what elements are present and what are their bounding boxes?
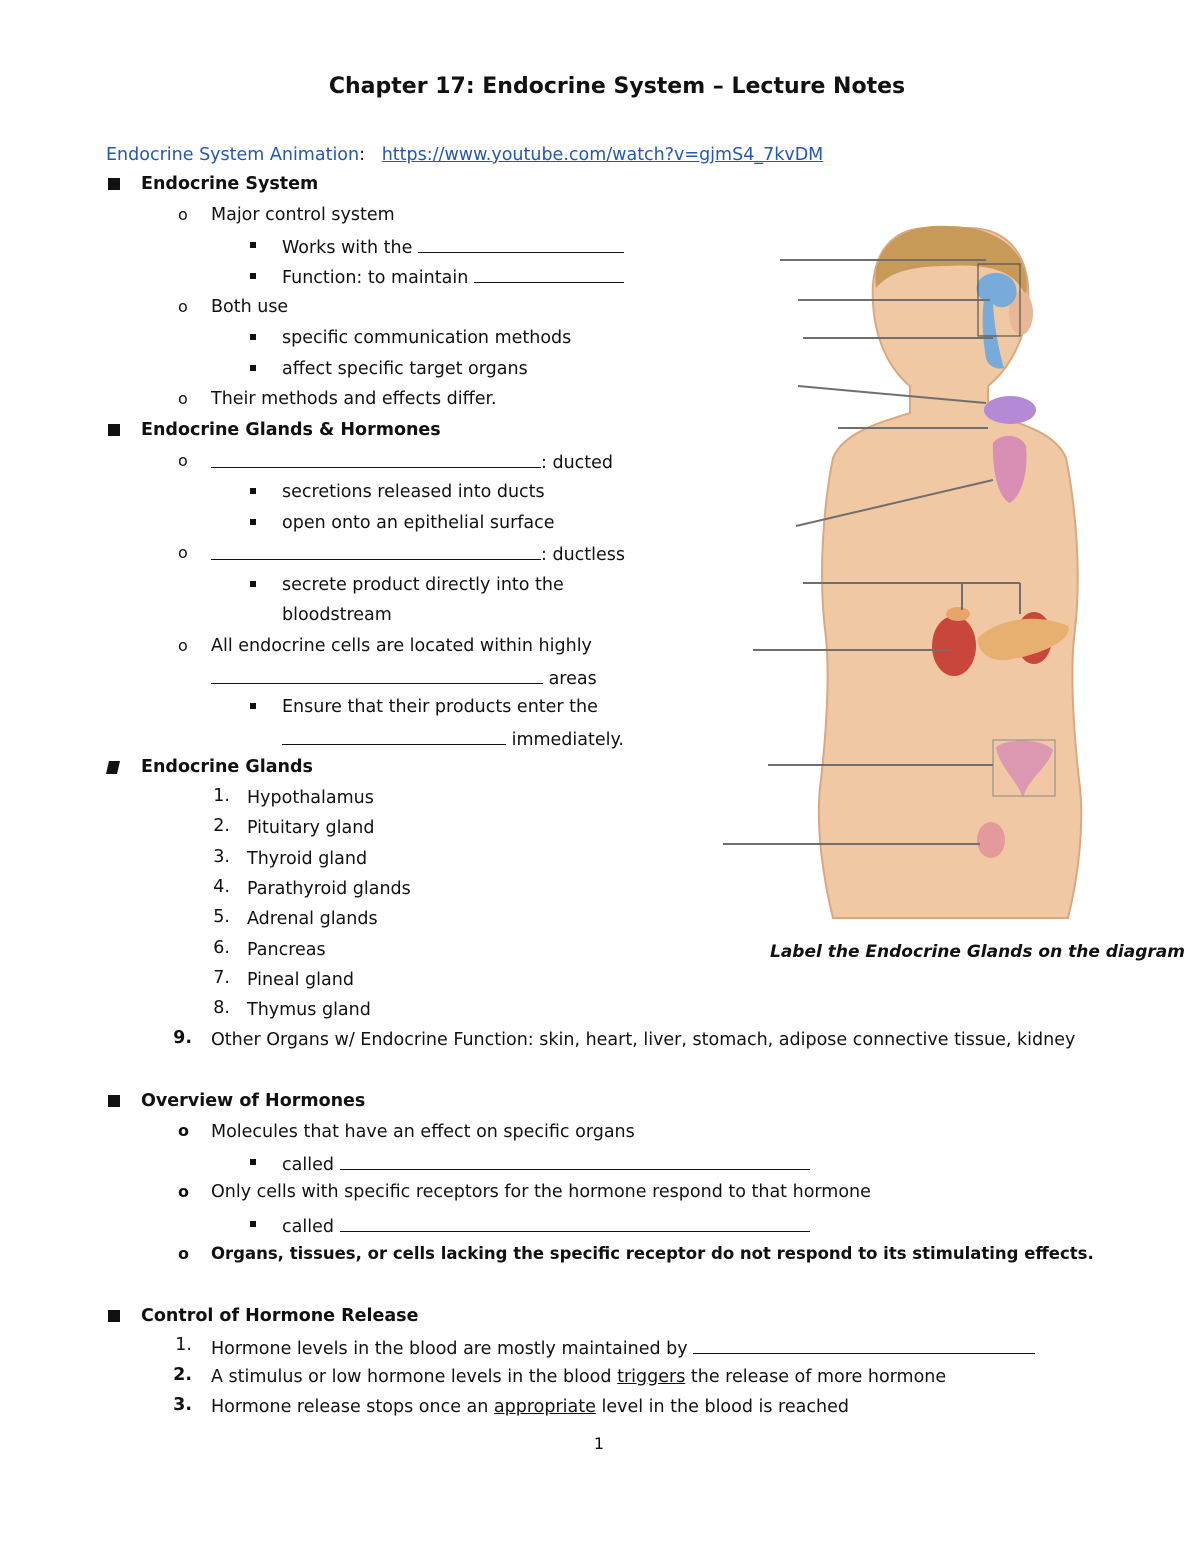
list-number: 1. xyxy=(175,1335,192,1355)
square-bullet-icon xyxy=(250,581,256,587)
square-bullet-icon xyxy=(250,334,256,340)
text-ductless: : ductless xyxy=(211,541,625,567)
circle-bullet-icon: o xyxy=(178,1244,189,1263)
animation-link-row xyxy=(106,143,823,167)
text-all-cells: All endocrine cells are located within highly xyxy=(211,636,592,656)
section-bullet-icon xyxy=(108,1310,120,1322)
text-secrete-product: secrete product directly into the xyxy=(282,575,564,595)
left-kidney xyxy=(932,616,976,676)
section-heading-control: Control of Hormone Release xyxy=(141,1306,419,1326)
list-number: 8. xyxy=(213,998,230,1018)
animation-url-link[interactable]: https://www.youtube.com/watch?v=gjmS4_7kvDM xyxy=(381,145,824,165)
text-function: Function: to maintain xyxy=(282,264,624,290)
text-both-use: Both use xyxy=(211,297,289,317)
fill-blank[interactable] xyxy=(418,234,624,253)
text-control-item-3: Hormone release stops once an appropriate level in the blood is reached xyxy=(211,1397,849,1417)
testes xyxy=(977,822,1005,858)
circle-bullet-icon: o xyxy=(178,1182,189,1201)
list-number: 2. xyxy=(213,816,230,836)
thyroid-gland xyxy=(984,396,1036,424)
square-bullet-icon xyxy=(250,703,256,709)
text-immediately: immediately. xyxy=(282,726,624,752)
text-control-item-2: A stimulus or low hormone levels in the blood triggers the release of more hormone xyxy=(211,1367,947,1387)
text-works-with: Works with the xyxy=(282,234,624,260)
square-bullet-icon xyxy=(250,365,256,371)
text-molecules: Molecules that have an effect on specific organs xyxy=(211,1122,635,1142)
text-other-organs: Other Organs w/ Endocrine Function: skin, heart, liver, stomach, adipose connective tissue, kidney xyxy=(211,1030,1076,1050)
text-specific-comm: specific communication methods xyxy=(282,328,572,348)
gland-list-item: Adrenal glands xyxy=(247,909,378,929)
circle-bullet-icon: o xyxy=(178,636,188,655)
text-bloodstream: bloodstream xyxy=(282,605,392,625)
text-called-2: called xyxy=(282,1213,810,1239)
text-ducted: : ducted xyxy=(211,449,613,475)
gland-list-item: Pancreas xyxy=(247,940,326,960)
fill-blank[interactable] xyxy=(282,726,506,745)
section-heading-glands-list: Endocrine Glands xyxy=(141,757,313,777)
square-bullet-icon xyxy=(250,519,256,525)
endocrine-diagram xyxy=(648,218,1200,930)
circle-bullet-icon: o xyxy=(178,1121,189,1140)
text-ensure: Ensure that their products enter the xyxy=(282,697,598,717)
gland-list-item: Pineal gland xyxy=(247,970,354,990)
text-only-cells: Only cells with specific receptors for the hormone respond to that hormone xyxy=(211,1182,871,1202)
fill-blank[interactable] xyxy=(340,1213,810,1232)
text-control-item-1: Hormone levels in the blood are mostly maintained by xyxy=(211,1335,1035,1361)
list-number: 7. xyxy=(213,968,230,988)
diagram-caption: Label the Endocrine Glands on the diagram xyxy=(770,942,1185,962)
fill-blank[interactable] xyxy=(693,1335,1035,1354)
animation-colon: : xyxy=(359,145,366,165)
fill-blank[interactable] xyxy=(340,1151,810,1170)
circle-bullet-icon: o xyxy=(178,205,188,224)
text-areas: areas xyxy=(211,665,597,691)
square-bullet-icon xyxy=(250,1159,256,1165)
square-bullet-icon xyxy=(250,242,256,248)
page-title: Chapter 17: Endocrine System – Lecture Notes xyxy=(328,74,906,99)
circle-bullet-icon: o xyxy=(178,389,188,408)
text-affect-specific: affect specific target organs xyxy=(282,359,528,379)
page-number: 1 xyxy=(593,1434,605,1453)
section-heading-overview: Overview of Hormones xyxy=(141,1091,366,1111)
list-number: 5. xyxy=(213,907,230,927)
text-open-onto: open onto an epithelial surface xyxy=(282,513,555,533)
square-bullet-icon xyxy=(250,1221,256,1227)
gland-list-item: Hypothalamus xyxy=(247,788,374,808)
gland-list-item: Thyroid gland xyxy=(247,849,368,869)
section-bullet-icon xyxy=(108,424,120,436)
list-number: 6. xyxy=(213,938,230,958)
fill-blank[interactable] xyxy=(211,541,541,560)
square-bullet-icon xyxy=(250,488,256,494)
text-methods-differ: Their methods and effects differ. xyxy=(211,389,497,409)
list-number: 1. xyxy=(213,786,230,806)
animation-link-label[interactable]: Endocrine System Animation xyxy=(106,145,360,165)
list-number: 3. xyxy=(213,847,230,867)
text-secretions: secretions released into ducts xyxy=(282,482,545,502)
fill-blank[interactable] xyxy=(211,449,541,468)
adrenal-gland xyxy=(946,607,970,621)
section-bullet-icon xyxy=(106,761,120,774)
gland-list-item: Parathyroid glands xyxy=(247,879,411,899)
fill-blank[interactable] xyxy=(211,665,543,684)
circle-bullet-icon: o xyxy=(178,543,188,562)
gland-list-item: Pituitary gland xyxy=(247,818,375,838)
list-number: 3. xyxy=(173,1395,192,1415)
gland-list-item: Thymus gland xyxy=(247,1000,371,1020)
square-bullet-icon xyxy=(250,273,256,279)
fill-blank[interactable] xyxy=(474,264,624,283)
text-lacking-receptor: Organs, tissues, or cells lacking the specific receptor do not respond to its stimulating effects. xyxy=(211,1244,1094,1263)
list-number: 9. xyxy=(173,1028,192,1048)
section-heading-endocrine-system: Endocrine System xyxy=(141,174,319,194)
circle-bullet-icon: o xyxy=(178,297,188,316)
text-major-control: Major control system xyxy=(211,205,395,225)
section-bullet-icon xyxy=(108,1095,120,1107)
text-called-1: called xyxy=(282,1151,810,1177)
circle-bullet-icon: o xyxy=(178,451,188,470)
section-bullet-icon xyxy=(108,178,120,190)
list-number: 2. xyxy=(173,1365,192,1385)
section-heading-glands-hormones: Endocrine Glands & Hormones xyxy=(141,420,441,440)
list-number: 4. xyxy=(213,877,230,897)
